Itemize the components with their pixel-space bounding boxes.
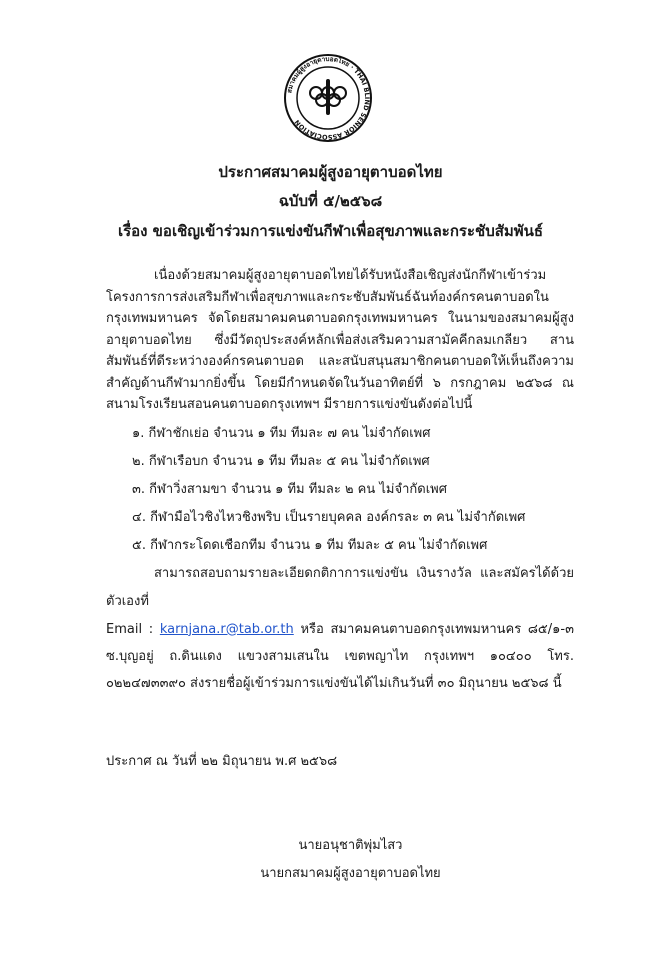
event-item: ๔. กีฬามือไวชิงไหวชิงพริบ เป็นรายบุคคล องค์กรละ ๓ คน ไม่จำกัดเพศ — [132, 509, 526, 525]
announcement-subject: เรื่อง ขอเชิญเข้าร่วมการแข่งขันกีฬาเพื่อสุขภาพและกระชับสัมพันธ์ — [117, 222, 544, 240]
contact-details: หรือ สมาคมคนตาบอดกรุงเทพมหานคร ๘๕/๑-๓ ซ.บุญอยู่ ถ.ดินแดง แขวงสามเสนใน เขตพญาไท กรุงเทพฯ ๑๐๔๐๐ โทร. ๐๒๒๔๗๓๓๙๐ ส่งรายชื่อผู้เข้าร่วมการแข่งขันได้ไม่เกินวันที่ ๓๐ มิถุนายน ๒๕๖๘ นี้ — [106, 621, 574, 691]
announcement-body — [106, 265, 574, 697]
intro-paragraph: เนื่องด้วยสมาคมผู้สูงอายุตาบอดไทยได้รับหนังสือเชิญส่งนักกีฬาเข้าร่วมโครงการการส่งเสริมกีฬาเพื่อสุขภาพและกระชับสัมพันธ์ฉันท์องค์กรคนตาบอดในกรุงเทพมหานคร จัดโดยสมาคมคนตาบอดกรุงเทพมหานคร ในนามของสมาคมผู้สูงอายุตาบอดไทย ซึ่งมีวัตถุประสงค์หลักเพื่อส่งเสริมความสามัคคีกลมเกลียว สานสัมพันธ์ที่ดีระหว่างองค์กรคนตาบอด และสนับสนุนสมาชิกคนตาบอดให้เห็นถึงความสำคัญด้านกีฬามากยิ่งขึ้น โดยมีกำหนดจัดในวันอาทิตย์ที่ ๖ กรกฎาคม ๒๕๖๘ ณ สนามโรงเรียนสอนคนตาบอดกรุงเทพฯ มีรายการแข่งขันดังต่อไปนี้ — [106, 268, 574, 412]
association-logo — [283, 53, 373, 143]
announcement-title: ประกาศสมาคมผู้สูงอายุตาบอดไทย — [218, 163, 443, 181]
announcement-number: ฉบับที่ ๕/๒๕๖๘ — [278, 192, 383, 210]
signatory-position: นายกสมาคมผู้สูงอายุตาบอดไทย — [260, 866, 441, 881]
email-link[interactable]: karnjana.r@tab.or.th — [159, 621, 294, 637]
association-seal-icon — [283, 53, 373, 143]
event-list — [106, 420, 574, 560]
event-item: ๓. กีฬาวิ่งสามขา จำนวน ๑ ทีม ทีมละ ๒ คน ไม่จำกัดเพศ — [132, 481, 447, 497]
event-item: ๒. กีฬาเรือบก จำนวน ๑ ทีม ทีมละ ๕ คน ไม่จำกัดเพศ — [132, 453, 430, 469]
event-item: ๕. กีฬากระโดดเชือกทีม จำนวน ๑ ทีม ทีมละ ๕ คน ไม่จำกัดเพศ — [132, 537, 488, 553]
contact-paragraph — [106, 616, 574, 697]
svg-text:สมาคมผู้สูงอายุตาบอดไทย · THAI: สมาคมผู้สูงอายุตาบอดไทย · THAI BLIND SENIOR ASSOCIATION — [285, 54, 372, 142]
signatory-name: นายอนุชาติพุ่มไสว — [298, 838, 403, 853]
email-label: Email : — [106, 621, 154, 637]
event-item: ๑. กีฬาชักเย่อ จำนวน ๑ ทีม ทีมละ ๗ คน ไม่จำกัดเพศ — [132, 425, 431, 441]
contact-intro: สามารถสอบถามรายละเอียดกติกาการแข่งขัน เงินรางวัล และสมัครได้ด้วยตัวเองที่ — [106, 565, 574, 609]
announce-date: ประกาศ ณ วันที่ ๒๒ มิถุนายน พ.ศ ๒๕๖๘ — [106, 754, 338, 769]
